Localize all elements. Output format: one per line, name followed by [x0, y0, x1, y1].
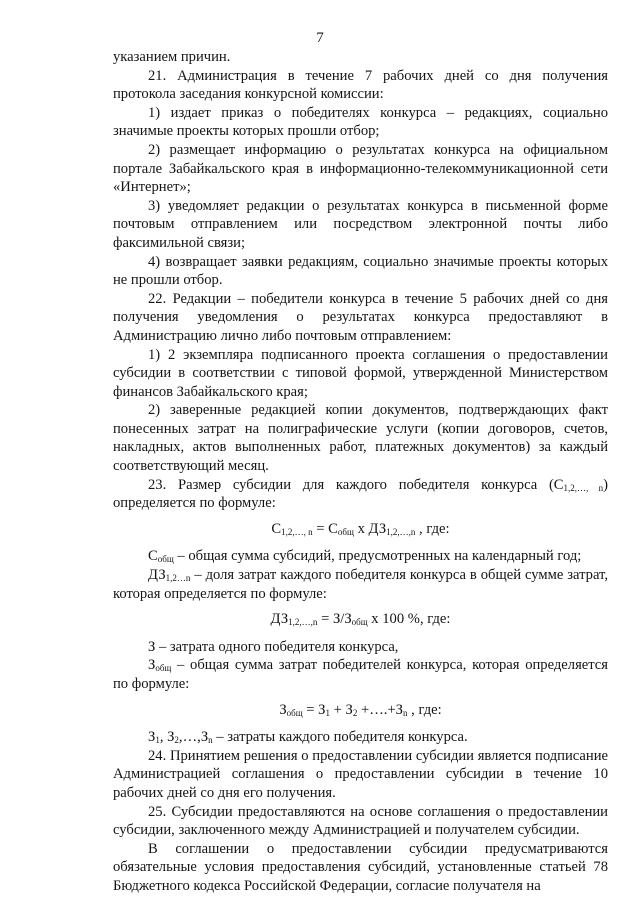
paragraph-21-2: 2) размещает информацию о результатах конкурса на официальном портале Забайкальского края в информационно-телекоммуникационной сети «Интернет»;: [113, 141, 608, 196]
paragraph-25-conditions: В соглашении о предоставлении субсидии предусматриваются обязательные условия предоставления субсидий, установленные статьей 78 Бюджетного кодекса Российской Федерации, согласие получателя на: [113, 840, 608, 894]
paragraph-21-1: 1) издает приказ о победителях конкурса – редакциях, социально значимые проекты которых прошли отбор;: [113, 104, 608, 140]
definition-cost: З – затрата одного победителя конкурса,: [148, 638, 399, 655]
paragraph-24: 24. Принятием решения о предоставлении субсидии является подписание Администрацией соглашения о предоставлении субсидии в течение 10 рабочих дней со дня его получения.: [113, 747, 608, 801]
paragraph-21: 21. Администрация в течение 7 рабочих дней со дня получения протокола заседания конкурсной комиссии:: [113, 67, 608, 103]
paragraph-22: 22. Редакции – победители конкурса в течение 5 рабочих дней со дня получения уведомления о результатах конкурса предоставляют в Администрацию лично либо почтовым отправлением:: [113, 290, 608, 344]
document-body: [113, 48, 608, 896]
paragraph-25: 25. Субсидии предоставляются на основе соглашения о предоставлении субсидии, заключенного между Администрацией и получателем субсидии.: [113, 803, 608, 839]
definition-total-subsidy: $С_{общ}$ – общая сумма субсидий, предусмотренных на календарный год;: [148, 548, 582, 565]
paragraph-21-4: 4) возвращает заявки редакциям, социально значимые проекты которых не прошли отбор.: [113, 253, 608, 289]
paragraph-continuation: указанием причин.: [113, 49, 231, 65]
page-number: 7: [316, 30, 324, 46]
definition-share: $ДЗ_{1,2\dots n}$ – доля затрат каждого победителя конкурса в общей сумме затрат, которая определяется по формуле:: [113, 567, 608, 602]
formula-total-cost: $З_{общ} = З_1 + З_2$ $+\dots.+З_n$ , где:: [279, 701, 442, 718]
paragraph-22-2: 2) заверенные редакцией копии документов, подтверждающих факт понесенных затрат на полиграфические услуги (копии договоров, счетов, накладных, актов выполненных работ, платежных документов) за каждый соответствующий месяц.: [113, 402, 608, 475]
paragraph-22-1: 1) 2 экземпляра подписанного проекта соглашения о предоставлении субсидии в соответствии с типовой формой, утвержденной Министерством финансов Забайкальского края;: [113, 346, 608, 400]
paragraph-21-3: 3) уведомляет редакции о результатах конкурса в письменной форме почтовым отправлением или посредством электронной почты либо факсимильной связи;: [113, 197, 608, 251]
formula-subsidy: $С_{1,2,\dots, n} = С_{общ}$ х $ДЗ_{1,2,\dots,n}$ , где:: [271, 520, 450, 537]
definition-total-cost: $З_{общ}$ – общая сумма затрат победителей конкурса, которая определяется по формуле:: [113, 657, 608, 692]
paragraph-23: 23. Размер субсидии для каждого победителя конкурса $(С_{1,2,\dots, n})$ определяется по формуле:: [113, 476, 609, 512]
formula-share: $ДЗ_{1,2,\dots,n} = З/З_{общ}$ х 100 %, где:: [270, 611, 451, 628]
definition-costs-each: $З_1$, $З_2,\dots,З_n$ – затраты каждого победителя конкурса.: [148, 729, 468, 746]
